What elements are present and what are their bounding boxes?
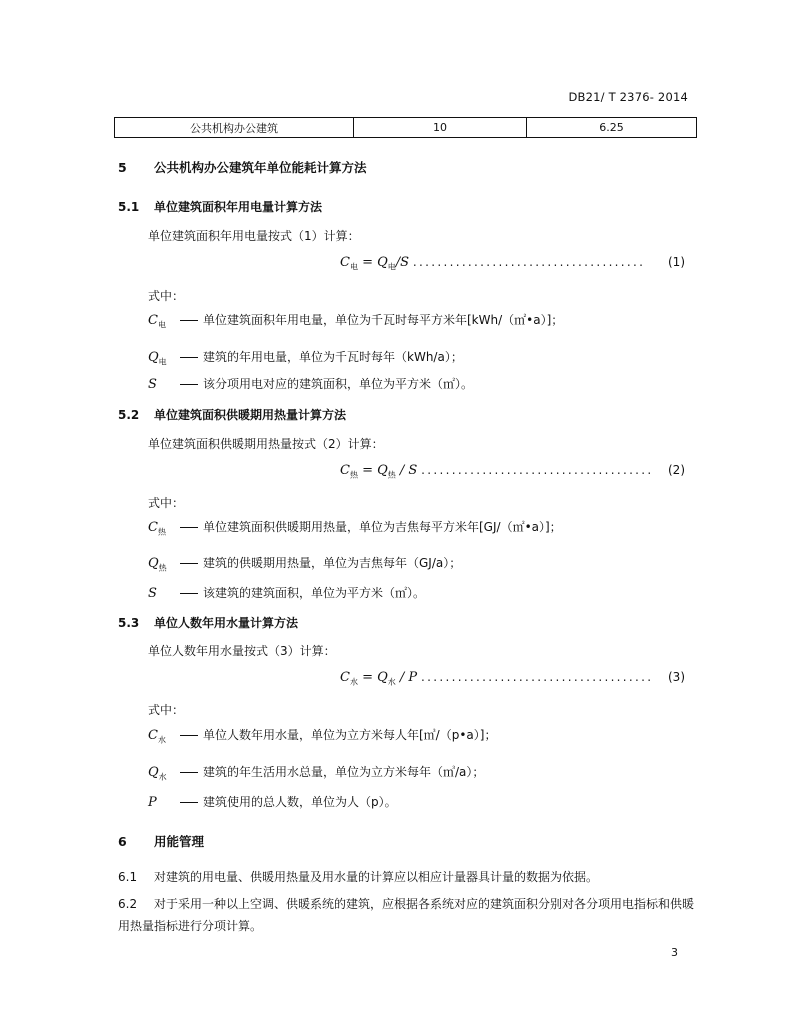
formula-number: (1) (668, 255, 685, 269)
section-6-heading: 6 用能管理 (118, 834, 205, 849)
definition-row: $C_热$ 单位建筑面积供暖期用热量，单位为吉焦每平方米年[GJ/（㎡•a）]； (148, 520, 562, 537)
clause-6-1: 6.1 对建筑的用电量、供暖用热量及用水量的计算应以相应计量器具计量的数据为依据。 (118, 870, 599, 884)
formula-number: (2) (668, 463, 685, 477)
formula-2: $C_热 = Q_热 / S$ ...................................... (2) (340, 463, 685, 480)
section-5-2-heading: 5.2 单位建筑面积供暖期用热量计算方法 (118, 408, 347, 422)
table-row (115, 118, 697, 138)
definition-row: $Q_热$ 建筑的供暖期用热量，单位为吉焦每年（GJ/a）； (148, 556, 462, 573)
section-5-1-intro: 单位建筑面积年用电量按式（1）计算： (148, 229, 360, 243)
formula-3: $C_水 = Q_水 / P$ ...................................... (3) (340, 670, 685, 687)
definition-row: P 建筑使用的总人数，单位为人（p）。 (148, 795, 397, 810)
clause-6-2: 6.2 对于采用一种以上空调、供暖系统的建筑，应根据各系统对应的建筑面积分别对各分项用电指标和供暖用热量指标进行分项计算。 (118, 897, 695, 933)
section-5-3-intro: 单位人数年用水量按式（3）计算： (148, 644, 336, 658)
section-5-2-intro: 单位建筑面积供暖期用热量按式（2）计算： (148, 437, 384, 451)
section-5-3-heading: 5.3 单位人数年用水量计算方法 (118, 616, 299, 630)
document-code: DB21/ T 2376- 2014 (568, 90, 688, 104)
formula-1: $C_电 = Q_电/S$ ...................................... (1) (340, 255, 685, 272)
table-cell-value-2: 6.25 (527, 118, 697, 138)
formula-number: (3) (668, 670, 685, 684)
where-label: 式中： (148, 289, 185, 303)
section-5-heading: 5 公共机构办公建筑年单位能耗计算方法 (118, 160, 367, 175)
definition-row: S 该建筑的建筑面积，单位为平方米（㎡）。 (148, 586, 426, 601)
section-5-1-heading: 5.1 单位建筑面积年用电量计算方法 (118, 200, 323, 214)
indicator-table (114, 117, 697, 138)
table-cell-building-type: 公共机构办公建筑 (115, 118, 354, 138)
page-number: 3 (671, 946, 678, 959)
definition-row: S 该分项用电对应的建筑面积，单位为平方米（㎡）。 (148, 377, 474, 392)
where-label: 式中： (148, 703, 185, 717)
definition-row: $Q_电$ 建筑的年用电量，单位为千瓦时每年（kWh/a）； (148, 350, 463, 367)
where-label: 式中： (148, 496, 185, 510)
definition-row: $Q_水$ 建筑的年生活用水总量，单位为立方米每年（㎥/a）； (148, 765, 485, 782)
table-cell-value-1: 10 (354, 118, 527, 138)
definition-row: $C_水$ 单位人数年用水量，单位为立方米每人年[㎥/（p•a）]； (148, 728, 497, 745)
definition-row: $C_电$ 单位建筑面积年用电量，单位为千瓦时每平方米年[kWh/（㎡•a）]； (148, 313, 564, 330)
